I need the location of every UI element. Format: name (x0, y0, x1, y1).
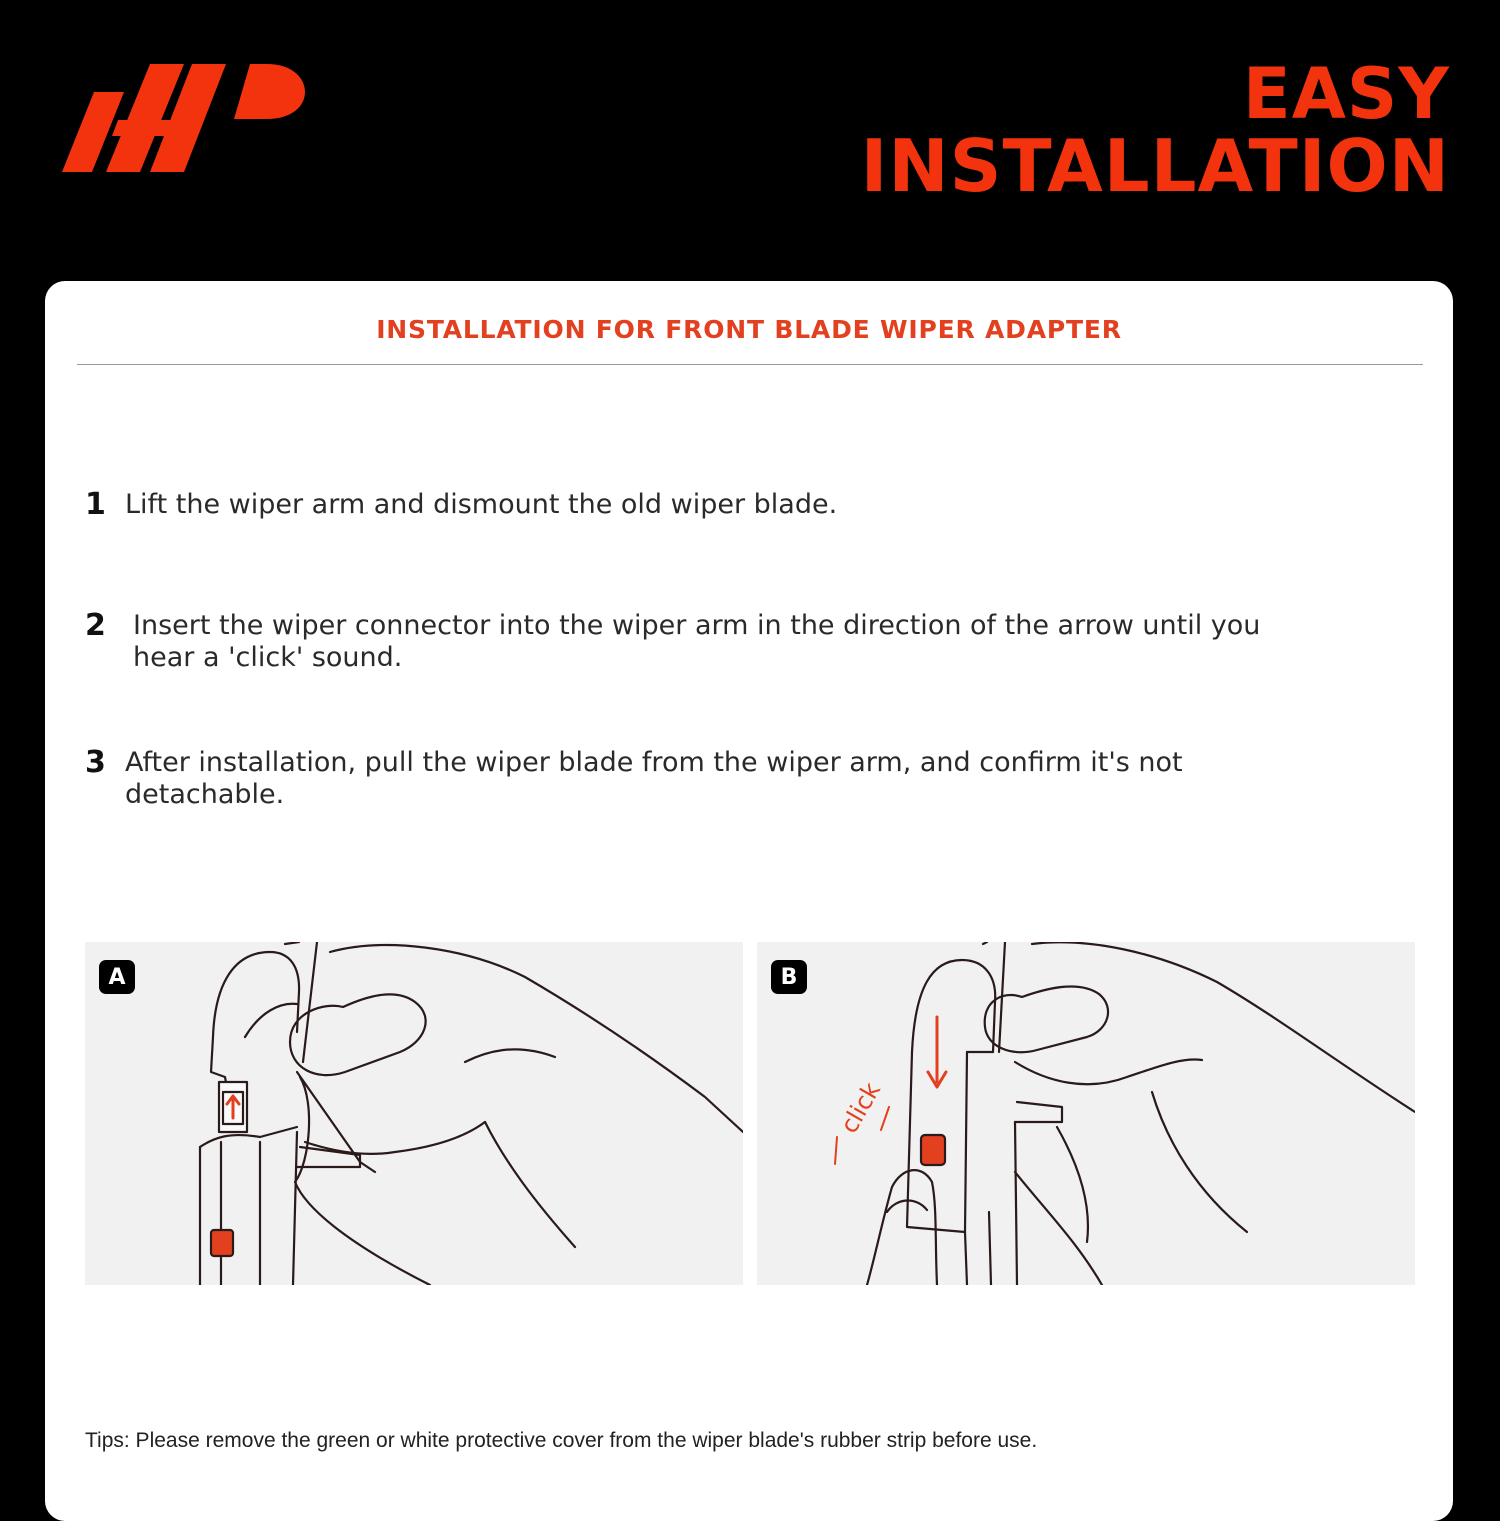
step-1-text: Lift the wiper arm and dismount the old wiper blade. (125, 489, 838, 520)
headline-line-2: INSTALLATION (860, 124, 1450, 208)
step-3-text: After installation, pull the wiper blade from the wiper arm, and confirm it's not detachable. (125, 747, 1183, 810)
step-2-text: Insert the wiper connector into the wiper arm in the direction of the arrow until you hear a 'click' sound. (133, 610, 1261, 673)
click-sound-label: click (835, 1077, 887, 1138)
tips-note: Tips: Please remove the green or white protective cover from the wiper blade's rubber strip before use. (85, 1429, 1038, 1452)
illustration-b (757, 942, 1415, 1285)
instruction-card (45, 281, 1453, 1521)
hand-inserting-connector-illustration (85, 942, 743, 1285)
label-badge-b: B (771, 960, 807, 994)
illustration-a (85, 942, 743, 1285)
step-1-number: 1 (85, 487, 106, 522)
step-1 (85, 489, 1325, 521)
headline-line-1: EASY (1242, 53, 1450, 135)
title-divider (77, 364, 1423, 365)
step-2 (85, 610, 1313, 674)
brand-logo-icon (62, 62, 312, 177)
card-title: INSTALLATION FOR FRONT BLADE WIPER ADAPTER (376, 315, 1122, 344)
step-3-number: 3 (85, 745, 106, 780)
step-2-number: 2 (85, 608, 106, 643)
label-badge-a: A (99, 960, 135, 994)
page-headline (550, 53, 1450, 208)
step-3 (85, 747, 1275, 811)
